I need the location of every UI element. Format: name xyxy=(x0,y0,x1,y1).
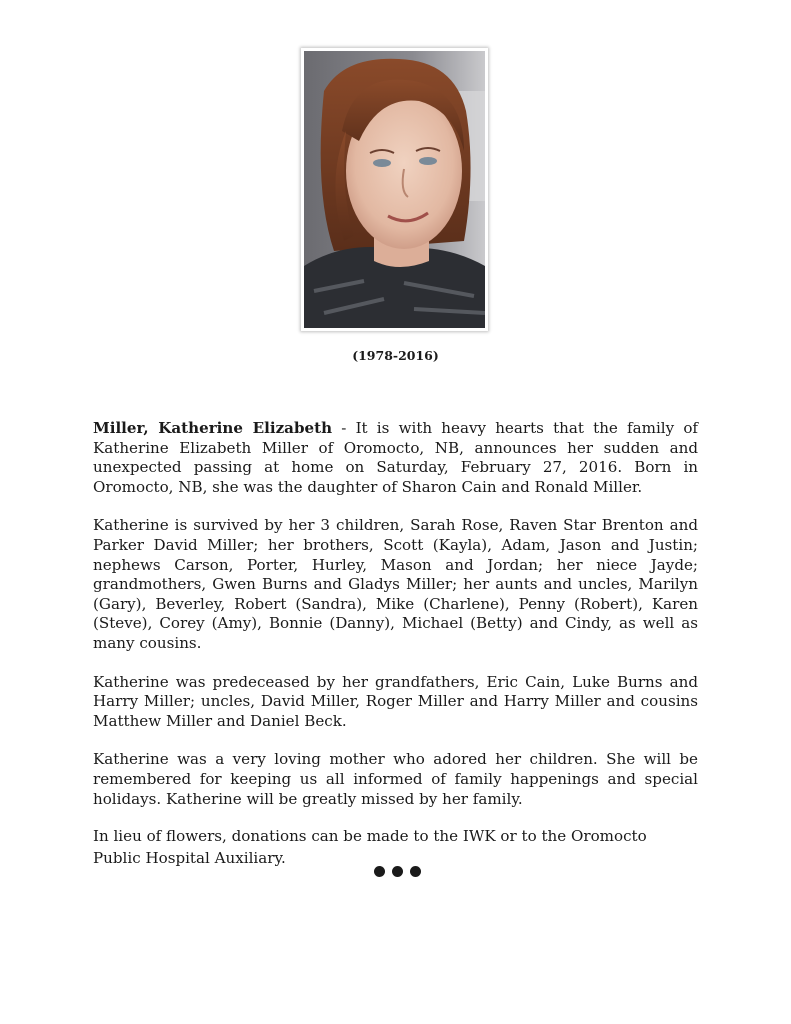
remembered-paragraph: Katherine was a very loving mother who adored her children. She will be remembered for keeping us all informed of family happenings and special holidays. Katherine will be greatly missed by her family. xyxy=(93,750,698,808)
deceased-name: Miller, Katherine Elizabeth xyxy=(93,419,333,437)
intro-text: - It is with heavy hearts that the family of Katherine Elizabeth Miller of Oromocto, NB, announces her sudden and unexpected passing at home on Saturday, February 27, 2016. Born in Oromocto, NB, she was the daughter of Sharon Cain and Ronald Miller. xyxy=(93,419,698,496)
dot-icon xyxy=(374,866,385,877)
obituary-body xyxy=(93,419,698,888)
survived-paragraph: Katherine is survived by her 3 children, Sarah Rose, Raven Star Brenton and Parker David Miller; her brothers, Scott (Kayla), Adam, Jason and Justin; nephews Carson, Porter, Hurley, Mason and Jordan; her niece Jayde; grandmothers, Gwen Burns and Gladys Miller; her aunts and uncles, Marilyn (Gary), Beverley, Robert (Sandra), Mike (Charlene), Penny (Robert), Karen (Steve), Corey (Amy), Bonnie (Danny), Michael (Betty) and Cindy, as well as many cousins. xyxy=(93,516,698,652)
dot-icon xyxy=(392,866,403,877)
predeceased-paragraph: Katherine was predeceased by her grandfathers, Eric Cain, Luke Burns and Harry Miller; uncles, David Miller, Roger Miller and Harry Miller and cousins Matthew Miller and Daniel Beck. xyxy=(93,672,698,730)
dot-icon xyxy=(410,866,421,877)
portrait-photo-icon xyxy=(304,51,485,328)
portrait-photo xyxy=(301,48,488,331)
life-dates: (1978-2016) xyxy=(352,348,439,363)
donations-paragraph: In lieu of flowers, donations can be made to the IWK or to the Oromocto Public Hospital Auxiliary. xyxy=(93,827,647,868)
intro-paragraph xyxy=(93,419,698,497)
three-dots-ornament-icon xyxy=(374,866,421,877)
